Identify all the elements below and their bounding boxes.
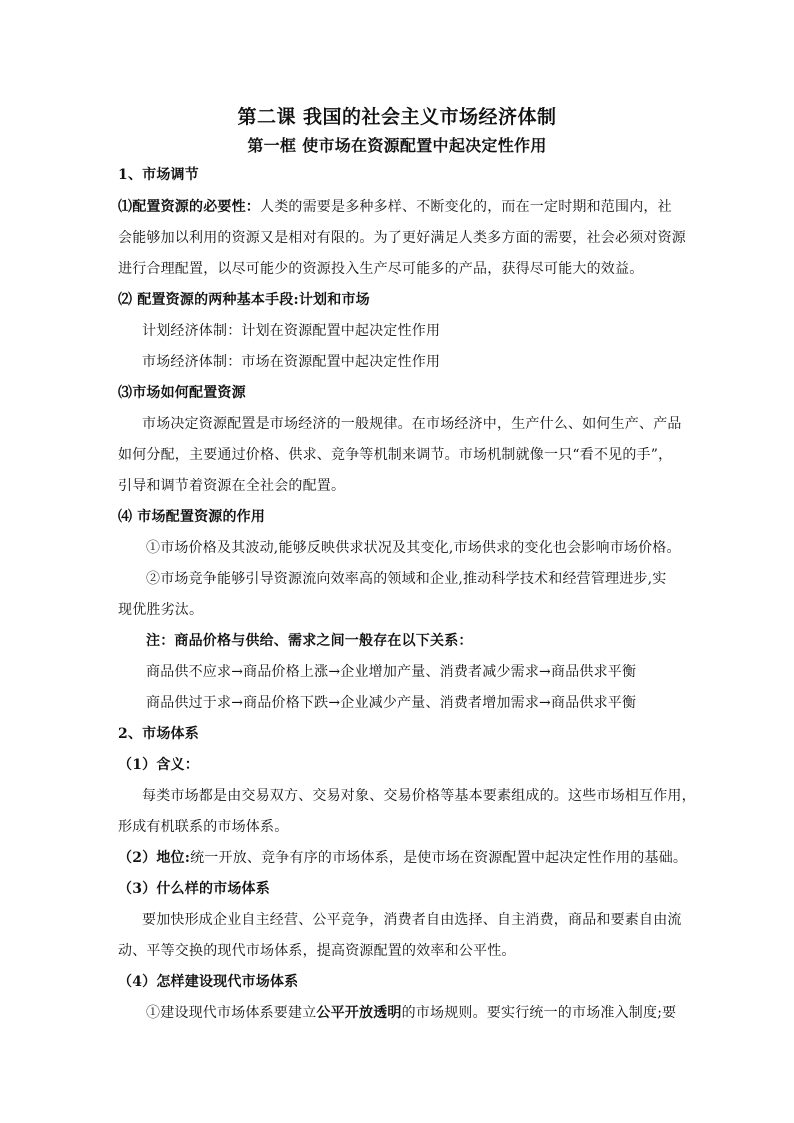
necessity-line-3: 进行合理配置，以尽可能少的资源投入生产尽可能多的产品，获得尽可能大的效益。 [118,261,644,277]
market-role-point-2: ②市场竞争能够引导资源流向效率高的领域和企业,推动科学技术和经营管理进步,实 [146,571,667,587]
necessity-line-2: 会能够加以利用的资源又是相对有限的。为了更好满足人类多方面的需要，社会必须对资源 [118,230,686,246]
market-role-heading: ⑷ 市场配置资源的作用 [118,509,266,525]
market-role-point-1: ①市场价格及其波动,能够反映供求状况及其变化,市场供求的变化也会影响市场价格。 [146,540,681,556]
section-2-heading: 2、市场体系 [118,726,199,742]
market-economy-line: 市场经济体制：市场在资源配置中起决定性作用 [142,354,441,370]
how-market-line-1: 市场决定资源配置是市场经济的一般规律。在市场经济中，生产什么、如何生产、产品 [142,416,682,432]
page-subtitle: 第一框 使市场在资源配置中起决定性作用 [247,136,547,155]
meaning-line-1: 每类市场都是由交易双方、交易对象、交易价格等基本要素组成的。这些市场相互作用， [142,788,696,804]
how-market-line-2: 如何分配，主要通过价格、供求、竞争等机制来调节。市场机制就像一只“看不见的手”， [118,447,673,463]
how-build-pre: ①建设现代市场体系要建立 [146,1005,317,1021]
how-build-heading: （4）怎样建设现代市场体系 [118,974,299,990]
meaning-line-2: 形成有机联系的市场体系。 [118,819,289,835]
what-system-line-2: 动、平等交换的现代市场体系，提高资源配置的效率和公平性。 [118,943,516,959]
relation-shortage: 商品供不应求→商品价格上涨→企业增加产量、消费者减少需求→商品供求平衡 [146,664,637,680]
how-market-line-3: 引导和调节着资源在全社会的配置。 [118,478,346,494]
necessity-label: ⑴配置资源的必要性： [118,199,260,215]
status-label: （2）地位: [118,850,191,866]
how-build-post: 的市场规则。要实行统一的市场准入制度;要 [401,1005,677,1021]
necessity-line-1 [118,197,678,217]
status-line [118,848,688,868]
means-heading: ⑵ 配置资源的两种基本手段:计划和市场 [118,292,370,308]
price-relation-note: 注：商品价格与供给、需求之间一般存在以下关系： [146,633,473,649]
how-build-emphasis: 公平开放透明 [316,1005,402,1021]
planned-economy-line: 计划经济体制：计划在资源配置中起决定性作用 [142,323,441,339]
page-title: 第二课 我国的社会主义市场经济体制 [237,106,557,128]
what-system-line-1: 要加快形成企业自主经营、公平竞争，消费者自由选择、自主消费，商品和要素自由流 [142,912,682,928]
relation-surplus: 商品供过于求→商品价格下跌→企业减少产量、消费者增加需求→商品供求平衡 [146,695,637,711]
what-system-heading: （3）什么样的市场体系 [118,881,270,897]
necessity-text-1: 人类的需要是多种多样、不断变化的，而在一定时期和范围内，社 [260,199,672,215]
section-1-heading: 1、市场调节 [118,167,199,183]
meaning-heading: （1）含义： [118,757,199,773]
status-text: 统一开放、竞争有序的市场体系，是使市场在资源配置中起决定性作用的基础。 [190,850,688,866]
market-role-point-2-cont: 现优胜劣汰。 [118,602,204,618]
how-market-allocates-heading: ⑶市场如何配置资源 [118,385,246,401]
how-build-line-1 [146,1003,706,1023]
